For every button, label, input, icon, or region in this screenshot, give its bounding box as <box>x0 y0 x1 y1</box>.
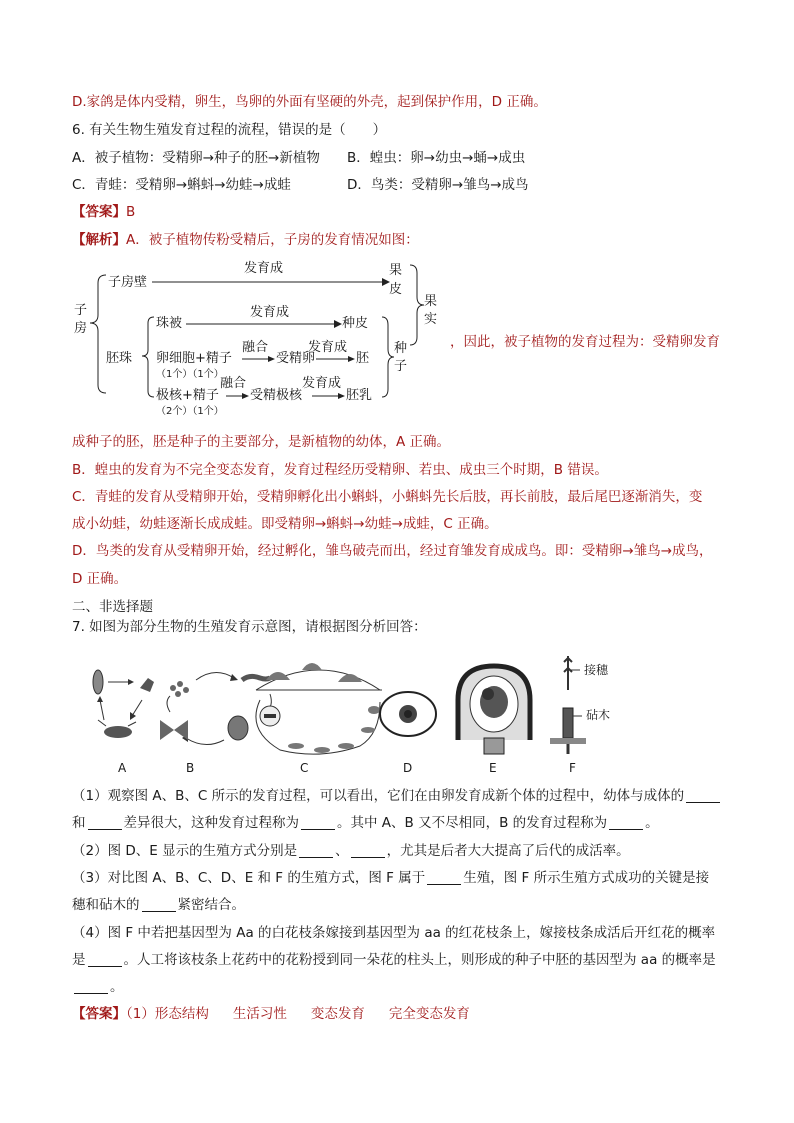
diagram-label: （2个）（1个） <box>156 406 224 417</box>
analysis-text: D 正确。 <box>72 571 128 587</box>
ovary-development-diagram <box>70 255 450 415</box>
diagram-label: 极核+精子 <box>156 388 219 403</box>
figure-caption-d: D <box>403 761 413 775</box>
option-6d: D．鸟类：受精卵→雏鸟→成鸟 <box>347 177 529 193</box>
answer-item: （1）形态结构 <box>126 1006 209 1022</box>
question-text: 、 <box>335 843 349 859</box>
question-7-1-cont <box>72 813 659 833</box>
answer-tag: 【答案】 <box>72 1006 126 1022</box>
diagram-label: 受精极核 <box>250 388 303 403</box>
analysis-text: 成小幼蛙，幼蛙逐渐长成成蛙。即受精卵→蝌蚪→幼蛙→成蛙，C 正确。 <box>72 516 498 532</box>
question-7-4-end <box>72 977 124 997</box>
answer-6 <box>72 202 135 222</box>
question-7-3 <box>72 868 709 888</box>
figure-drawings <box>70 650 670 760</box>
question-7-3-cont <box>72 895 245 915</box>
answer-7 <box>72 1004 494 1024</box>
diagram-label: 果 <box>389 263 403 278</box>
analysis-text: C．青蛙的发育从受精卵开始，受精卵孵化出小蝌蚪，小蝌蚪先长后肢，再长前肢，最后尾巴逐渐消失，变 <box>72 489 703 505</box>
analysis-text: A．被子植物传粉受精后，子房的发育情况如图： <box>126 232 419 248</box>
option-6c: C．青蛙：受精卵→蝌蚪→幼蛙→成蛙 <box>72 177 291 193</box>
diagram-label: 珠被 <box>156 316 183 331</box>
question-text: 。 <box>110 979 124 995</box>
answer-blank[interactable] <box>351 843 385 858</box>
question-text: 和 <box>72 815 86 831</box>
answer-blank[interactable] <box>686 788 720 803</box>
question-6: 6. 有关生物生殖发育过程的流程，错误的是（ ） <box>72 122 387 138</box>
answer-blank[interactable] <box>301 815 335 830</box>
answer-blank[interactable] <box>88 815 122 830</box>
answer-value: B <box>126 204 136 220</box>
answer-blank[interactable] <box>142 897 176 912</box>
question-text: 差异很大，这种发育过程称为 <box>123 815 299 831</box>
question-text: 穗和砧木的 <box>72 897 140 913</box>
diagram-label: 种 <box>394 341 408 356</box>
section-heading: 二、非选择题 <box>72 599 153 615</box>
answer-blank[interactable] <box>299 843 333 858</box>
analysis-text: ，因此，被子植物的发育过程为：受精卵发育 <box>450 334 720 350</box>
figure-caption-e: E <box>489 761 497 775</box>
question-7-4-cont <box>72 950 716 970</box>
diagram-label: 房 <box>74 321 88 336</box>
answer-tag: 【答案】 <box>72 204 126 220</box>
analysis-text: 成种子的胚，胚是种子的主要部分，是新植物的幼体，A 正确。 <box>72 434 451 450</box>
diagram-label: 皮 <box>389 282 403 297</box>
question-7: 7. 如图为部分生物的生殖发育示意图，请根据图分析回答： <box>72 619 427 635</box>
text-line: D.家鸽是体内受精，卵生，鸟卵的外面有坚硬的外壳，起到保护作用，D 正确。 <box>72 94 547 110</box>
answer-blank[interactable] <box>74 979 108 994</box>
question-text: （3）对比图 A、B、C、D、E 和 F 的生殖方式，图 F 属于 <box>72 870 426 886</box>
answer-blank[interactable] <box>88 952 122 967</box>
rootstock-label: 砧木 <box>586 708 611 722</box>
question-text: 。其中 A、B 又不尽相同，B 的发育过程称为 <box>337 815 608 831</box>
question-text: 。 <box>645 815 659 831</box>
option-6b: B．蝗虫：卵→幼虫→蛹→成虫 <box>347 150 526 166</box>
diagram-label: 融合 <box>242 340 269 355</box>
analysis-line <box>72 230 419 250</box>
analysis-tag: 【解析】 <box>72 232 126 248</box>
diagram-label: 胚珠 <box>106 351 133 366</box>
diagram-label: 子 <box>74 303 88 318</box>
question-text: ，尤其是后者大大提高了后代的成活率。 <box>386 843 630 859</box>
diagram-label: 发育成 <box>244 261 284 276</box>
question-7-1 <box>72 786 722 806</box>
diagram-label: 子 <box>394 359 408 374</box>
figure-caption-b: B <box>186 761 195 775</box>
diagram-label: 发育成 <box>308 340 348 355</box>
diagram-label: 种皮 <box>342 316 369 331</box>
question-7-2 <box>72 841 630 861</box>
question-text: （1）观察图 A、B、C 所示的发育过程，可以看出，它们在由卵发育成新个体的过程中，幼体与成体的 <box>72 788 685 804</box>
question-7-4: （4）图 F 中若把基因型为 Aa 的白花枝条嫁接到基因型为 aa 的红花枝条上，嫁接枝条成活后开红花的概率 <box>72 925 716 941</box>
diagram-label: 实 <box>424 312 438 327</box>
figure-caption-c: C <box>300 761 309 775</box>
answer-item: 完全变态发育 <box>388 1006 470 1022</box>
diagram-label: 发育成 <box>250 305 290 320</box>
diagram-label: 卵细胞+精子 <box>156 351 232 366</box>
question-text: 生殖，图 F 所示生殖方式成功的关键是接 <box>463 870 710 886</box>
question-text: 紧密结合。 <box>177 897 245 913</box>
diagram-label: 胚 <box>356 351 370 366</box>
diagram-label: 胚乳 <box>346 388 373 403</box>
answer-blank[interactable] <box>427 870 461 885</box>
answer-item: 变态发育 <box>310 1006 365 1022</box>
diagram-label: 发育成 <box>302 376 342 391</box>
question-text: （2）图 D、E 显示的生殖方式分别是 <box>72 843 298 859</box>
scion-label: 接穗 <box>584 663 609 677</box>
diagram-label: 子房壁 <box>108 275 148 290</box>
question-text: 是 <box>72 952 86 968</box>
figure-caption-a: A <box>118 761 127 775</box>
diagram-label: 融合 <box>220 376 247 391</box>
answer-blank[interactable] <box>609 815 643 830</box>
answer-item: 生活习性 <box>232 1006 287 1022</box>
diagram-label: 受精卵 <box>276 351 316 366</box>
reproduction-figure <box>70 650 670 760</box>
analysis-text: D．鸟类的发育从受精卵开始，经过孵化，雏鸟破壳而出，经过育雏发育成成鸟。即：受精卵→雏鸟→成鸟， <box>72 543 713 559</box>
question-text: 。人工将该枝条上花药中的花粉授到同一朵花的柱头上，则形成的种子中胚的基因型为 aa 的概率是 <box>123 952 716 968</box>
figure-caption-f: F <box>569 761 576 775</box>
diagram-label: （1个）（1个） <box>156 369 224 380</box>
diagram-label: 果 <box>424 294 438 309</box>
option-6a: A．被子植物：受精卵→种子的胚→新植物 <box>72 150 320 166</box>
analysis-text: B．蝗虫的发育为不完全变态发育，发育过程经历受精卵、若虫、成虫三个时期，B 错误。 <box>72 462 608 478</box>
